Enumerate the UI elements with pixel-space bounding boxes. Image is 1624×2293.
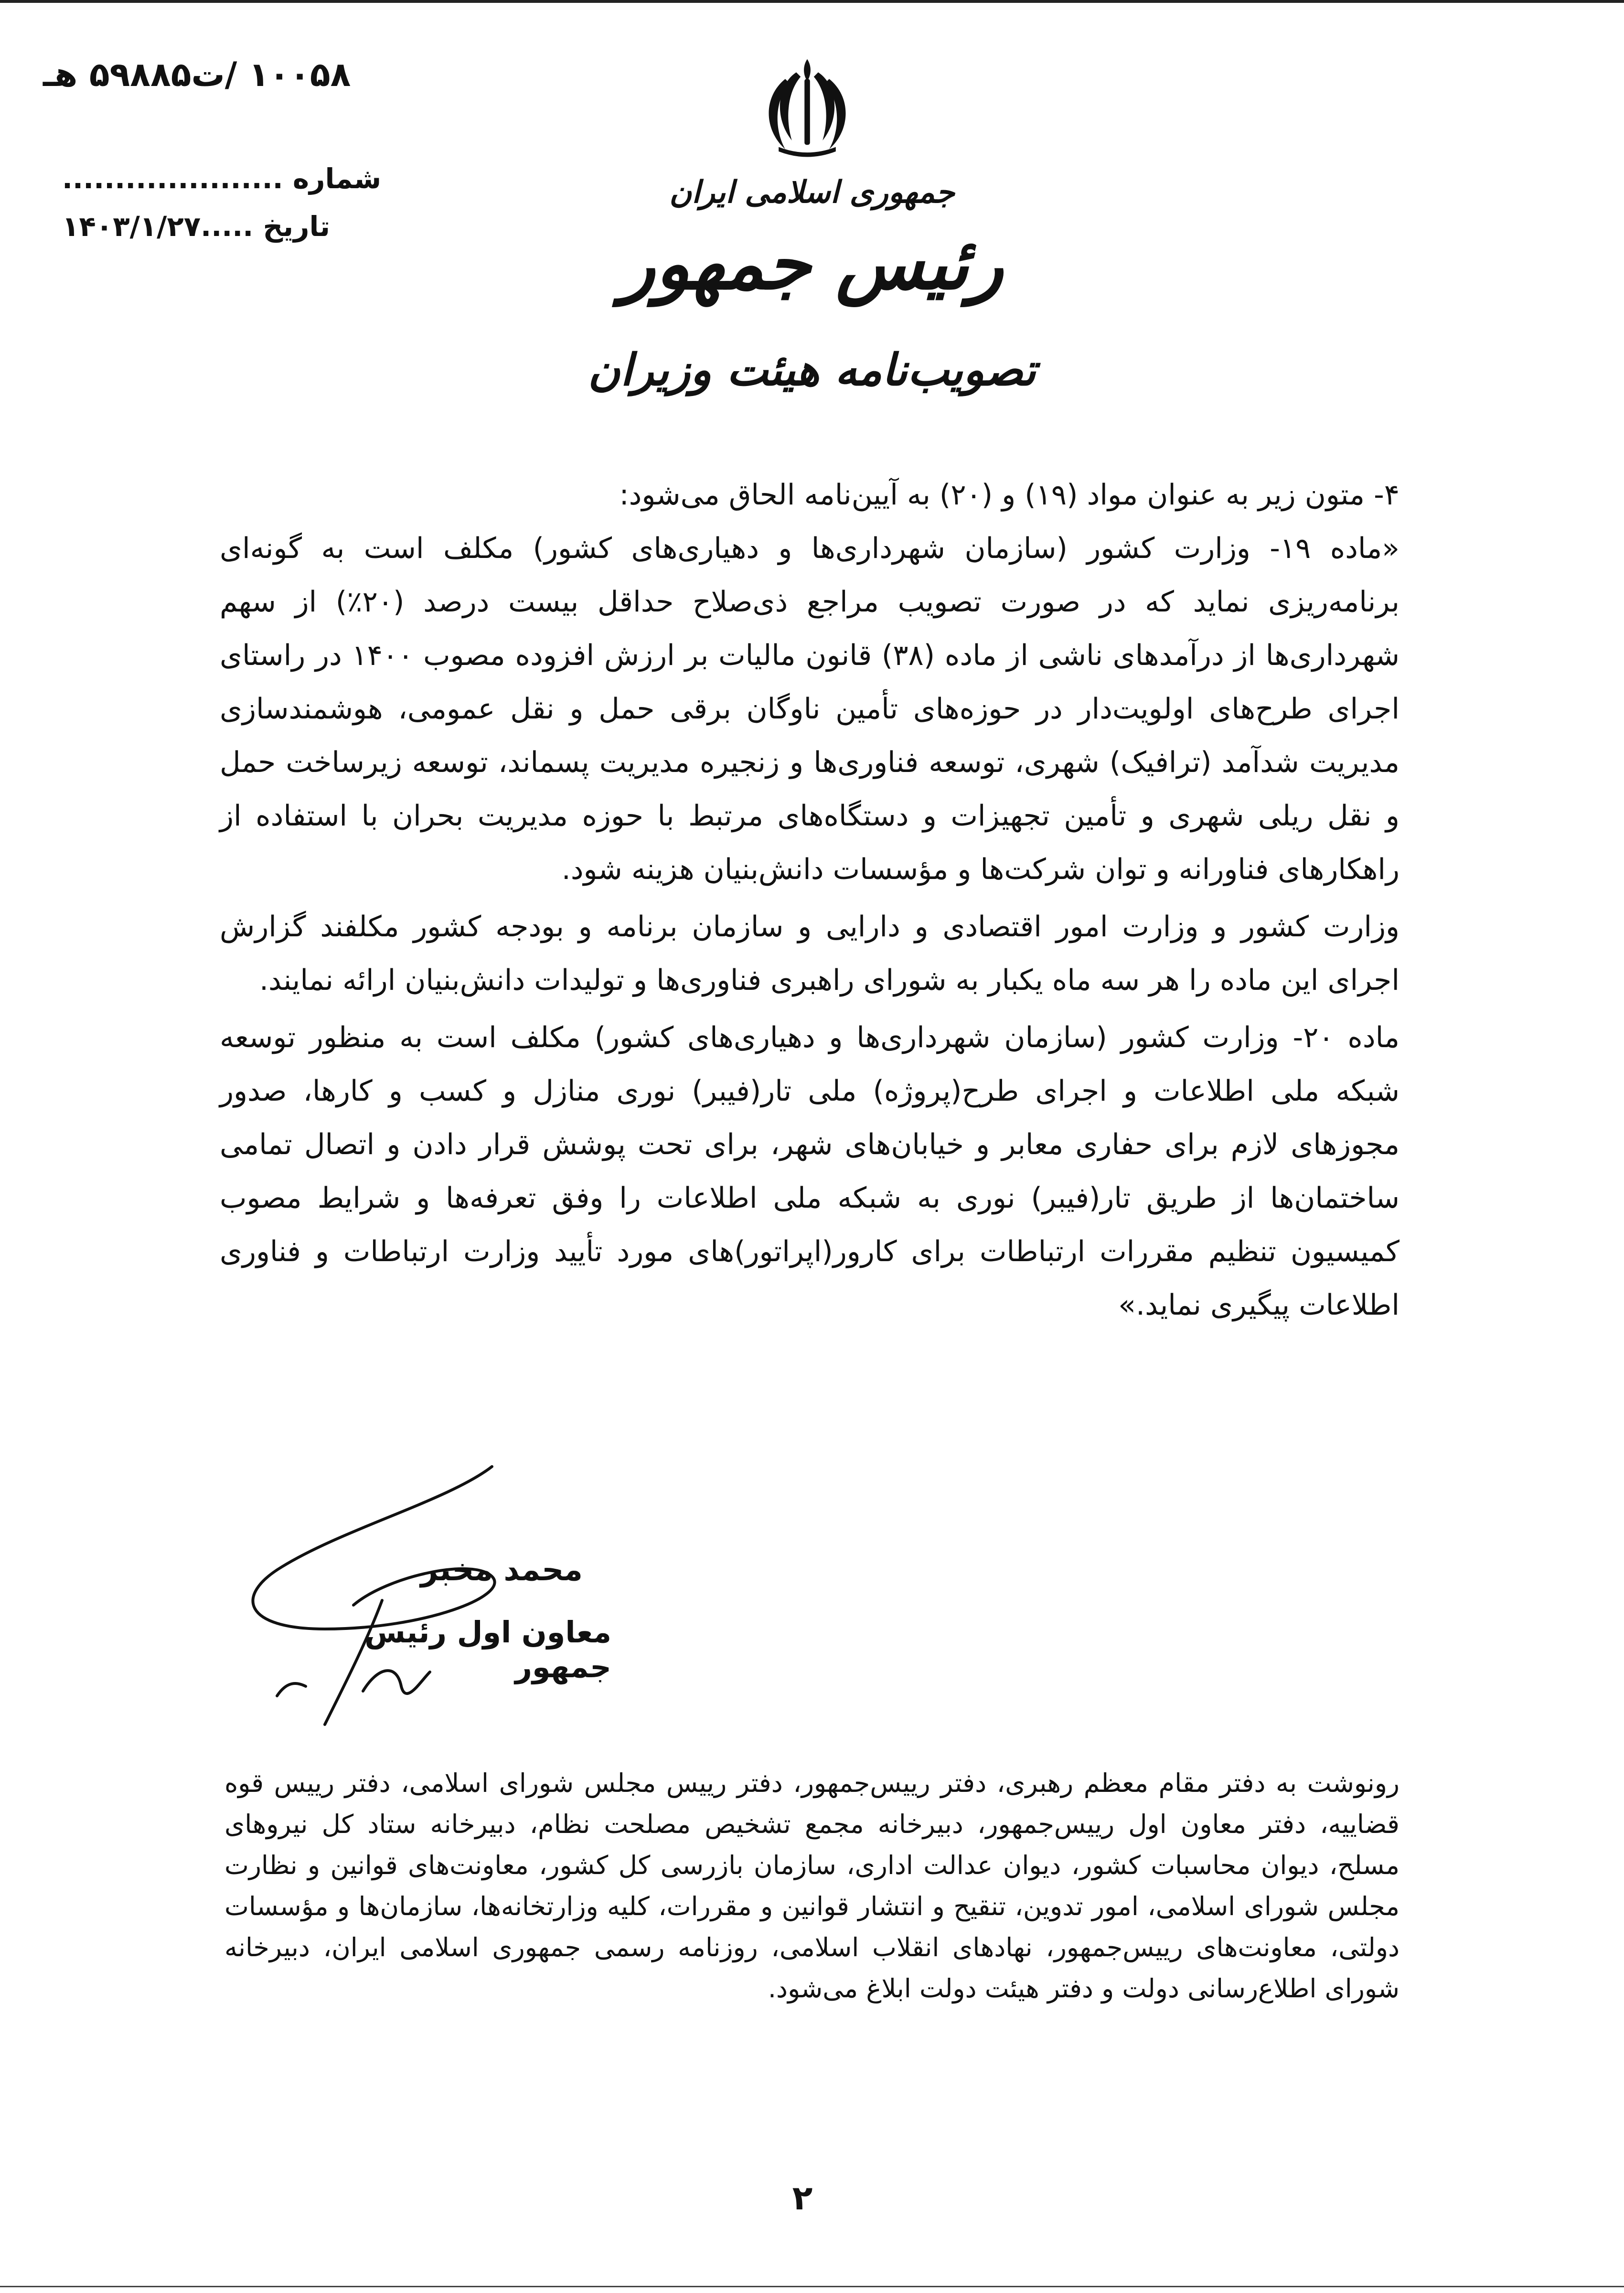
distribution-list: رونوشت به دفتر مقام معظم رهبری، دفتر رییس‌جمهور، دفتر رییس مجلس شورای اسلامی، دفتر رییس قوه قضاییه، دفتر معاون اول رییس‌جمهور، دبیرخانه مجمع تشخیص مصلحت نظام، دبیرخانه ستاد کل نیروهای مسلح، دیوان محاسبات کشور، دیوان عدالت اداری، سازمان بازرسی کل کشور، معاونت‌های قوانین و نظارت مجلس شورای اسلامی، امور تدوین، تنقیح و انتشار قوانین و مقررات، کلیه وزارتخانه‌ها، سازمان‌ها و مؤسسات دولتی، معاونت‌های رییس‌جمهور، نهادهای انقلاب اسلامی، روزنامه رسمی جمهوری اسلامی ایران، دبیرخانه شورای اطلاع‌رسانی دولت و دفتر هیئت دولت ابلاغ می‌شود.	[224, 1768, 1400, 2004]
office-title: رئیس جمهور	[620, 222, 1004, 306]
signer-title: معاون اول رئیس جمهور	[364, 1615, 611, 1684]
reporting-paragraph: وزارت کشور و وزارت امور اقتصادی و دارایی و سازمان برنامه و بودجه کشور مکلفند گزارش اجرای این ماده را هر سه ماه یکبار به شورای راهبری فناوری‌ها و تولیدات دانش‌بنیان ارائه نمایند.	[220, 910, 1400, 997]
page-top-edge	[0, 0, 1624, 3]
number-field-label: شماره .....................	[62, 162, 382, 195]
country-name: جمهوری اسلامی ایران	[669, 174, 955, 210]
iran-emblem-icon	[752, 53, 862, 162]
page-bottom-edge	[0, 2286, 1624, 2287]
article-19-paragraph: «ماده ۱۹- وزارت کشور (سازمان شهرداری‌ها و دهیاری‌های کشور) مکلف است به گونه‌ای برنامه‌ریزی نماید که در صورت تصویب مراجع ذی‌صلاح حداقل بیست درصد (۲۰٪) از سهم شهرداری‌ها از درآمدهای ناشی از ماده (۳۸) قانون مالیات بر ارزش افزوده مصوب ۱۴۰۰ در راستای اجرای طرح‌های اولویت‌دار در حوزه‌های تأمین ناوگان برقی حمل و نقل عمومی، هوشمندسازی مدیریت شدآمد (ترافیک) شهری، توسعه فناوری‌ها و زنجیره مدیریت پسماند، توسعه زیرساخت حمل و نقل ریلی شهری و تأمین تجهیزات و دستگاه‌های مرتبط با حوزه مدیریت بحران با استفاده از راهکارهای فناورانه و توان شرکت‌ها و مؤسسات دانش‌بنیان هزینه شود.	[220, 532, 1400, 886]
reference-number: ۱۰۰۵۸ /ت۵۹۸۸۵ هـ	[43, 55, 351, 94]
document-type: تصویب‌نامه هیئت وزیران	[588, 344, 1036, 396]
date-field-label: تاریخ .....۱۴۰۳/۱/۲۷	[62, 210, 331, 243]
decree-body	[220, 468, 1400, 1332]
intro-paragraph: ۴- متون زیر به عنوان مواد (۱۹) و (۲۰) به آیین‌نامه الحاق می‌شود:	[619, 478, 1400, 512]
signer-name: محمد مخبر	[420, 1553, 583, 1588]
page-number: ۲	[792, 2178, 813, 2218]
handwritten-signature	[224, 1457, 630, 1753]
article-20-paragraph: ماده ۲۰- وزارت کشور (سازمان شهرداری‌ها و دهیاری‌های کشور) مکلف است به منظور توسعه شبکه ملی اطلاعات و اجرای طرح(پروژه) ملی تار(فیبر) نوری منازل و کسب و کارها، صدور مجوزهای لازم برای حفاری معابر و خیابان‌های شهر، برای تحت پوشش قرار دادن و اتصال تمامی ساختمان‌ها از طریق تار(فیبر) نوری به شبکه ملی اطلاعات را وفق تعرفه‌ها و شرایط مصوب کمیسیون تنظیم مقررات ارتباطات برای کارور(اپراتور)های مورد تأیید وزارت ارتباطات و فناوری اطلاعات پیگیری نماید.»	[220, 1021, 1400, 1322]
